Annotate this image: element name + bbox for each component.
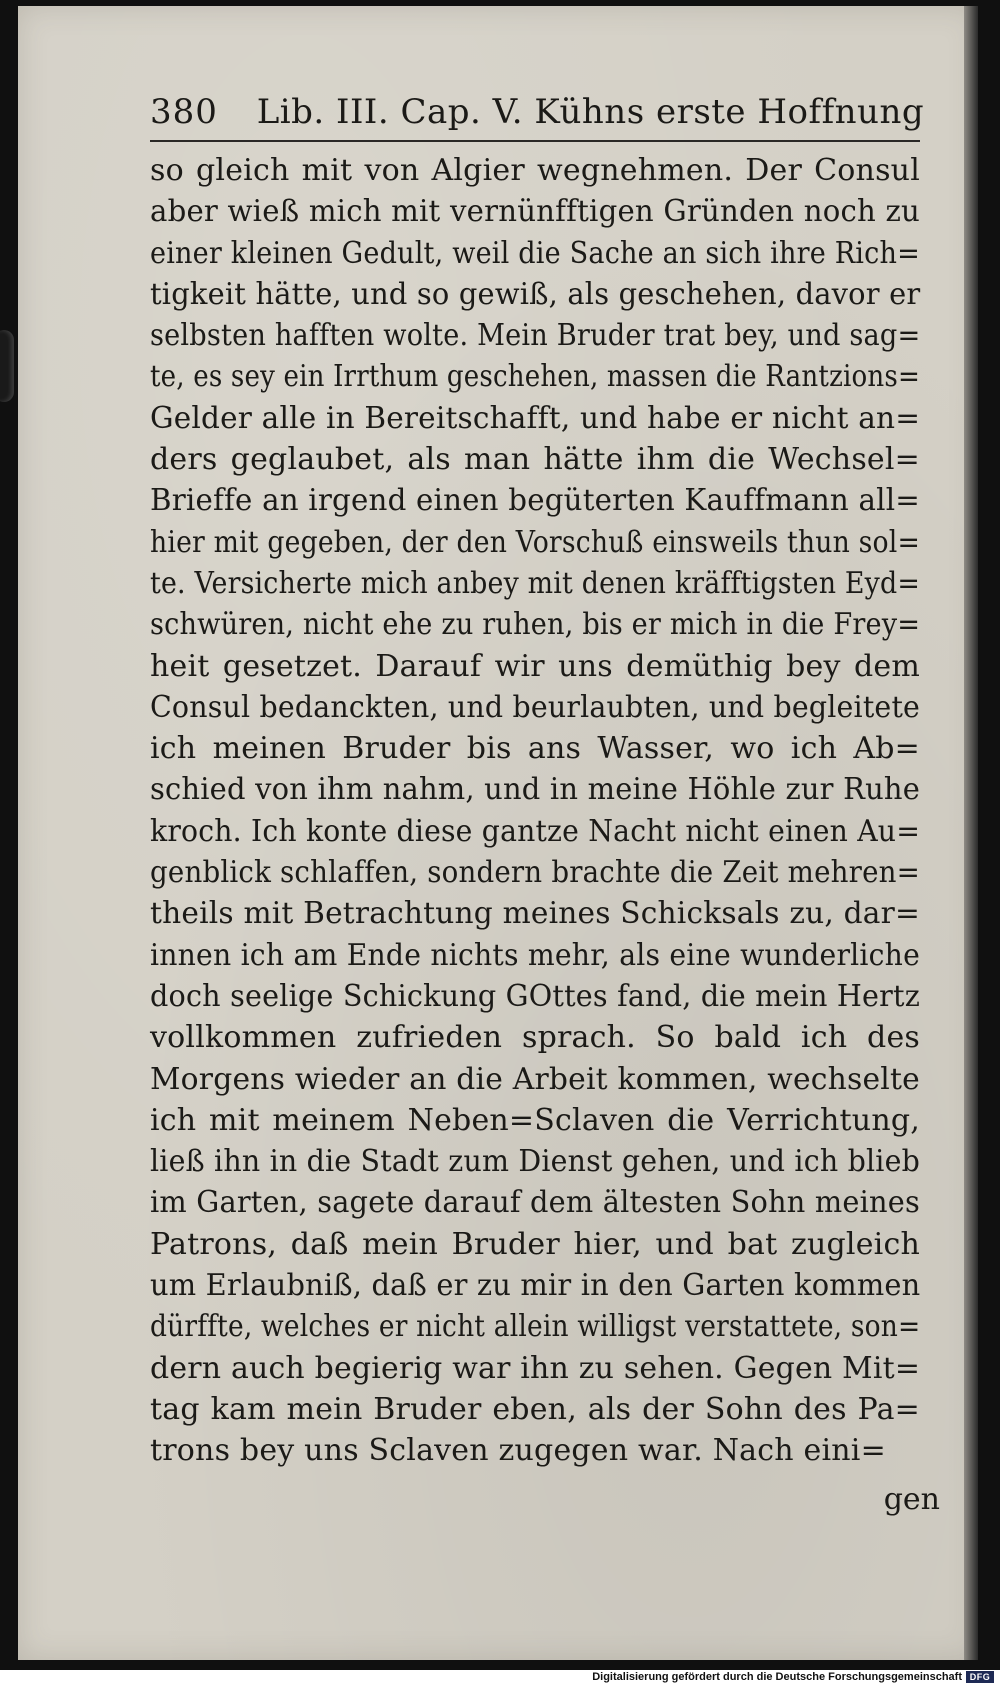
text-line: doch seelige Schickung GOttes fand, die mein Hertz <box>150 978 920 1014</box>
page-edge-shadow <box>964 6 978 1660</box>
text-line: ich meinen Bruder bis ans Wasser, wo ich Ab= <box>150 731 920 767</box>
text-line: tigkeit hätte, und so gewiß, als geschehen, davor er <box>150 276 921 312</box>
footer-bar <box>0 1670 1000 1685</box>
dfg-logo: DFG <box>966 1671 994 1683</box>
text-line: ders geglaubet, als man hätte ihm die Wechsel= <box>150 442 920 478</box>
text-line: ließ ihn in die Stadt zum Dienst gehen, und ich blieb <box>150 1144 920 1180</box>
text-line: Consul bedanckten, und beurlaubten, und begleitete <box>150 689 921 725</box>
page-header <box>150 88 925 140</box>
text-line: heit gesetzet. Darauf wir uns demüthig bey dem <box>150 648 920 684</box>
text-line: trons bey uns Sclaven zugegen war. Nach eini= <box>150 1433 886 1469</box>
text-line: hier mit gegeben, der den Vorschuß einsweils thun sol= <box>150 524 920 560</box>
text-line: ich mit meinem Neben=Sclaven die Verrichtung, <box>150 1102 920 1138</box>
text-line: um Erlaubniß, daß er zu mir in den Garten kommen <box>150 1268 921 1304</box>
text-line: Patrons, daß mein Bruder hier, und bat zugleich <box>150 1226 920 1262</box>
header-rule <box>150 140 920 142</box>
catchword: gen <box>883 1482 940 1517</box>
text-line: so gleich mit von Algier wegnehmen. Der Consul <box>150 153 920 188</box>
footer-credit: Digitalisierung gefördert durch die Deutsche Forschungsgemeinschaft <box>592 1671 962 1683</box>
text-line: schwüren, nicht ehe zu ruhen, bis er mich in die Frey= <box>150 607 921 643</box>
text-line: selbsten hafften wolte. Mein Bruder trat bey, und sag= <box>150 318 921 354</box>
text-line: schied von ihm nahm, und in meine Höhle zur Ruhe <box>150 772 920 808</box>
text-line: innen ich am Ende nichts mehr, als eine wunderliche <box>150 937 920 973</box>
body-text <box>150 150 920 1472</box>
text-line: Brieffe an irgend einen begüterten Kauffmann all= <box>150 483 920 519</box>
text-line: genblick schlaffen, sondern brachte die Zeit mehren= <box>150 855 920 891</box>
text-line: Morgens wieder an die Arbeit kommen, wechselte <box>150 1061 920 1097</box>
text-line: einer kleinen Gedult, weil die Sache an sich ihre Rich= <box>150 235 920 271</box>
text-line: im Garten, sagete darauf dem ältesten Sohn meines <box>150 1185 920 1221</box>
text-line: dürffte, welches er nicht allein willigst verstattete, son= <box>150 1309 921 1345</box>
text-line: Gelder alle in Bereitschafft, und habe er nicht an= <box>150 400 921 436</box>
text-line: te. Versicherte mich anbey mit denen kräfftigsten Eyd= <box>150 565 920 601</box>
text-line: kroch. Ich konte diese gantze Nacht nicht einen Au= <box>150 813 921 849</box>
text-line: tag kam mein Bruder eben, als der Sohn des Pa= <box>150 1391 920 1427</box>
text-line: vollkommen zufrieden sprach. So bald ich des <box>150 1020 920 1056</box>
page-clip <box>0 330 14 402</box>
page-number: 380 <box>150 92 218 132</box>
text-line: dern auch begierig war ihn zu sehen. Gegen Mit= <box>150 1350 921 1386</box>
text-line: theils mit Betrachtung meines Schicksals zu, dar= <box>150 896 920 932</box>
text-line: aber wieß mich mit vernünfftigen Gründen noch zu <box>150 194 920 230</box>
running-title: Lib. III. Cap. V. Kühns erste Hoffnung <box>256 92 925 132</box>
text-line: te, es sey ein Irrthum geschehen, massen die Rantzions= <box>150 359 920 395</box>
